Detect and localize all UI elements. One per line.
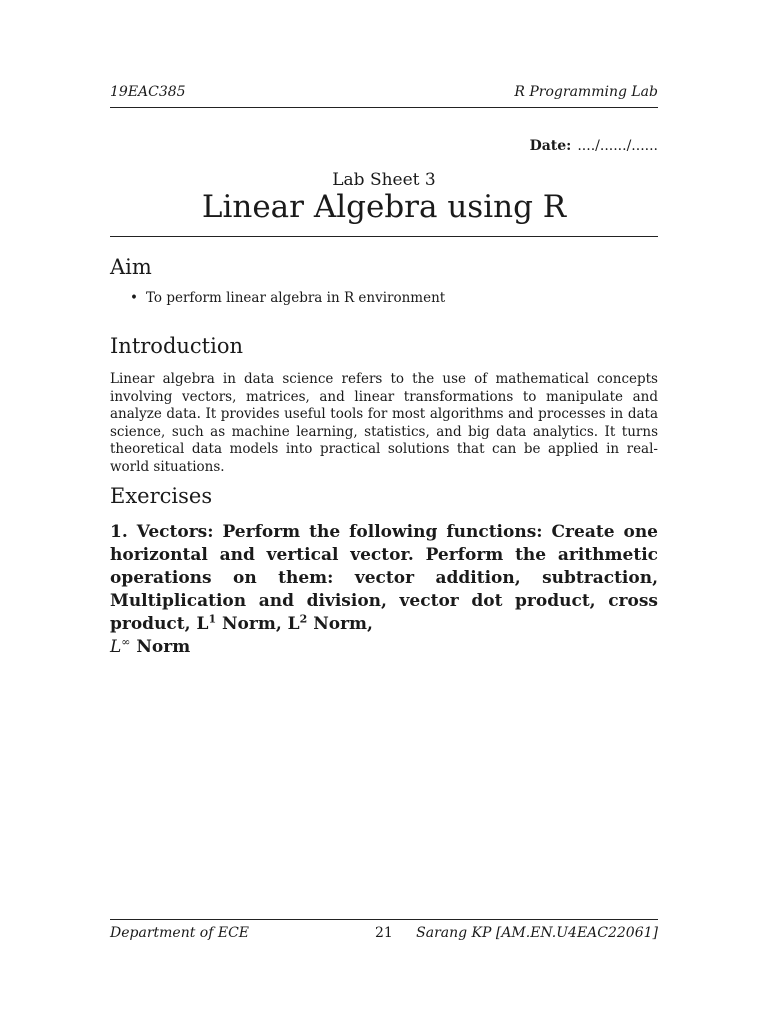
lab-sheet-number: Lab Sheet 3 xyxy=(332,170,436,190)
l2-norm-sup: 2 xyxy=(299,612,308,626)
linf-norm-sup: ∞ xyxy=(121,635,131,649)
footer-rule xyxy=(110,919,658,920)
l1-norm-sup: 1 xyxy=(208,612,217,626)
exercise-1 xyxy=(110,521,658,659)
l2-norm-base: L xyxy=(287,614,300,634)
linf-norm-suffix: Norm xyxy=(130,637,191,657)
page-number: 21 xyxy=(375,925,393,941)
l1-norm-base: L xyxy=(196,614,209,634)
footer-author: Sarang KP [AM.EN.U4EAC22061] xyxy=(416,925,658,941)
date-value: ..../....../...... xyxy=(577,138,658,154)
introduction-paragraph: Linear algebra in data science refers to the use of mathematical concepts involving vectors, matrices, and linear transformations to manipulate and analyze data. It provides useful tools for most algorithms and processes in data science, such as machine learning, statistics, and big data analytics. It turns theoretical data models into practical solutions that can be applied in real-world situations. xyxy=(110,371,658,475)
page-title: Linear Algebra using R xyxy=(201,189,567,225)
aim-list-item xyxy=(130,290,445,306)
l2-norm-suffix: Norm, xyxy=(307,614,373,634)
header-rule xyxy=(110,107,658,108)
date-label: Date: xyxy=(529,138,572,154)
footer-department: Department of ECE xyxy=(110,925,250,941)
running-header xyxy=(110,84,658,100)
lab-name: R Programming Lab xyxy=(514,84,658,100)
aim-item-text: To perform linear algebra in R environment xyxy=(145,290,446,306)
exercises-heading: Exercises xyxy=(110,484,213,508)
bullet-icon: • xyxy=(130,290,138,306)
linf-norm-base: L xyxy=(110,637,122,657)
course-code: 19EAC385 xyxy=(110,84,186,100)
exercise-1-text: 1. Vectors: Perform the following functions: Create one horizontal and vertical vector. Perform the arithmetic operations on them: vector addition, subtraction, Multiplication and division, vector dot product, cross product, xyxy=(110,522,658,634)
date-line xyxy=(530,138,658,154)
l1-norm-suffix: Norm, xyxy=(216,614,288,634)
introduction-heading: Introduction xyxy=(110,334,243,358)
aim-heading: Aim xyxy=(110,255,152,279)
title-rule xyxy=(110,236,658,237)
